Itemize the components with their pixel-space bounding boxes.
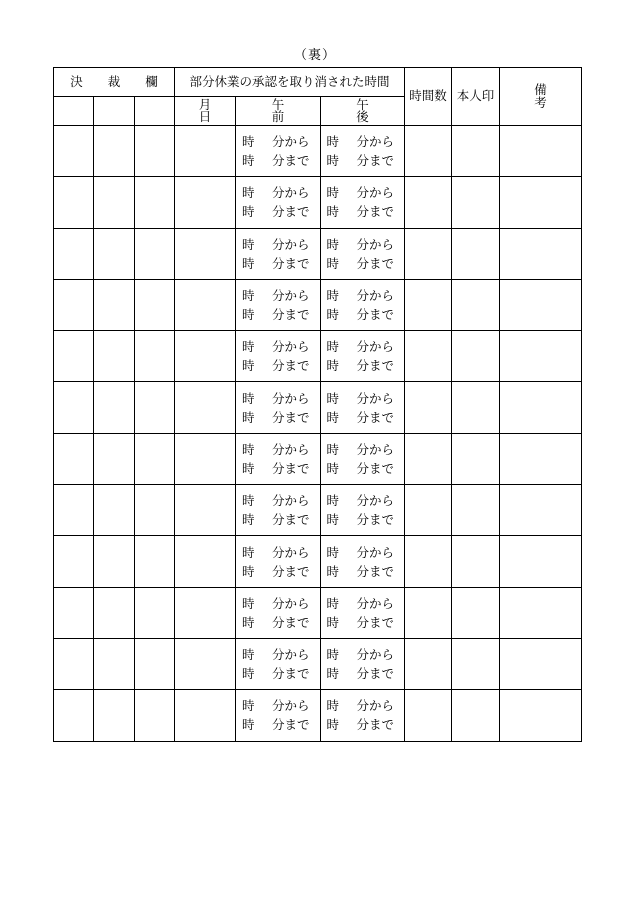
minutes-until-label: 分まで bbox=[272, 409, 310, 425]
month-day-cell[interactable] bbox=[175, 536, 236, 587]
remarks-cell[interactable] bbox=[500, 587, 582, 638]
minutes-until-label: 分まで bbox=[356, 563, 395, 579]
table-row bbox=[54, 177, 582, 228]
minutes-until-label: 分まで bbox=[356, 204, 395, 220]
minutes-from-label: 分から bbox=[356, 288, 395, 304]
approval-cell-1[interactable] bbox=[54, 690, 94, 741]
minutes-until-label: 分まで bbox=[272, 460, 310, 476]
hour-label: 時 bbox=[242, 153, 255, 169]
hour-label: 時 bbox=[242, 441, 255, 457]
minutes-until-label: 分まで bbox=[356, 614, 395, 630]
header-row-top bbox=[54, 68, 582, 97]
hour-label: 時 bbox=[242, 717, 255, 733]
approval-cell-3 bbox=[135, 97, 175, 126]
hour-label: 時 bbox=[326, 460, 340, 476]
minutes-until-label: 分まで bbox=[356, 409, 395, 425]
approval-cell-3[interactable] bbox=[135, 126, 175, 177]
month-day-cell[interactable] bbox=[175, 126, 236, 177]
approval-cell-1[interactable] bbox=[54, 177, 94, 228]
month-day-cell[interactable] bbox=[175, 485, 236, 536]
am-to-line bbox=[236, 613, 320, 632]
minutes-from-label: 分から bbox=[272, 647, 310, 663]
table-row bbox=[54, 638, 582, 689]
hour-label: 時 bbox=[326, 358, 340, 374]
am-to-line bbox=[236, 202, 320, 221]
approval-cell-1[interactable] bbox=[54, 382, 94, 433]
minutes-from-label: 分から bbox=[356, 441, 395, 457]
approval-cell-2[interactable] bbox=[94, 536, 135, 587]
minutes-from-label: 分から bbox=[272, 339, 310, 355]
hours-cell[interactable] bbox=[405, 331, 452, 382]
pm-to-line bbox=[321, 510, 404, 529]
approval-cell-2[interactable] bbox=[94, 126, 135, 177]
month-day-header: 月 日 bbox=[175, 97, 236, 126]
pm-to-line bbox=[321, 664, 404, 683]
pm-time-cell[interactable] bbox=[321, 382, 405, 433]
minutes-until-label: 分まで bbox=[356, 460, 395, 476]
pm-to-line bbox=[321, 356, 404, 375]
hour-label: 時 bbox=[242, 614, 255, 630]
approval-cell-2[interactable] bbox=[94, 177, 135, 228]
approval-cell-1 bbox=[54, 97, 94, 126]
hour-label: 時 bbox=[242, 185, 255, 201]
hour-label: 時 bbox=[326, 307, 340, 323]
am-to-line bbox=[236, 151, 320, 170]
am-time-cell[interactable] bbox=[236, 382, 321, 433]
hour-label: 時 bbox=[326, 563, 340, 579]
seal-cell[interactable] bbox=[452, 536, 500, 587]
pm-time-cell[interactable] bbox=[321, 485, 405, 536]
hours-cell[interactable] bbox=[405, 433, 452, 484]
hour-label: 時 bbox=[326, 441, 340, 457]
month-day-cell[interactable] bbox=[175, 433, 236, 484]
am-time-cell[interactable] bbox=[236, 433, 321, 484]
am-from-line bbox=[236, 337, 320, 356]
am-to-line bbox=[236, 510, 320, 529]
month-day-cell[interactable] bbox=[175, 228, 236, 279]
am-to-line bbox=[236, 254, 320, 273]
approval-cell-3[interactable] bbox=[135, 587, 175, 638]
hour-label: 時 bbox=[242, 460, 255, 476]
minutes-from-label: 分から bbox=[272, 390, 310, 406]
pm-time-cell[interactable] bbox=[321, 126, 405, 177]
hour-label: 時 bbox=[326, 512, 340, 528]
approval-cell-2[interactable] bbox=[94, 382, 135, 433]
approval-cell-1[interactable] bbox=[54, 126, 94, 177]
pm-from-line bbox=[321, 543, 404, 562]
pm-from-line bbox=[321, 594, 404, 613]
minutes-from-label: 分から bbox=[356, 493, 395, 509]
seal-cell[interactable] bbox=[452, 690, 500, 741]
remarks-cell[interactable] bbox=[500, 485, 582, 536]
hour-label: 時 bbox=[242, 563, 255, 579]
remarks-cell[interactable] bbox=[500, 279, 582, 330]
minutes-until-label: 分まで bbox=[272, 717, 310, 733]
hour-label: 時 bbox=[242, 544, 255, 560]
pm-from-line bbox=[321, 337, 404, 356]
seal-cell[interactable] bbox=[452, 177, 500, 228]
minutes-from-label: 分から bbox=[272, 698, 310, 714]
am-time-cell[interactable] bbox=[236, 279, 321, 330]
approval-cell-2[interactable] bbox=[94, 638, 135, 689]
pm-time-cell[interactable] bbox=[321, 690, 405, 741]
month-day-cell[interactable] bbox=[175, 638, 236, 689]
approval-cell-3[interactable] bbox=[135, 382, 175, 433]
minutes-until-label: 分まで bbox=[272, 666, 310, 682]
hour-label: 時 bbox=[242, 493, 255, 509]
remarks-cell[interactable] bbox=[500, 177, 582, 228]
pm-to-line bbox=[321, 613, 404, 632]
minutes-from-label: 分から bbox=[272, 493, 310, 509]
pm-to-line bbox=[321, 305, 404, 324]
approval-cell-2[interactable] bbox=[94, 331, 135, 382]
remarks-cell[interactable] bbox=[500, 433, 582, 484]
minutes-until-label: 分まで bbox=[356, 307, 395, 323]
am-to-line bbox=[236, 562, 320, 581]
hour-label: 時 bbox=[242, 595, 255, 611]
hour-label: 時 bbox=[242, 307, 255, 323]
minutes-from-label: 分から bbox=[356, 339, 395, 355]
approval-cell-1[interactable] bbox=[54, 638, 94, 689]
seal-header: 本人印 bbox=[452, 68, 500, 126]
approval-cell-1[interactable] bbox=[54, 536, 94, 587]
am-from-line bbox=[236, 543, 320, 562]
approval-cell-1[interactable] bbox=[54, 279, 94, 330]
approval-cell-2[interactable] bbox=[94, 279, 135, 330]
approval-cell-3[interactable] bbox=[135, 279, 175, 330]
minutes-until-label: 分まで bbox=[356, 358, 395, 374]
am-header: 午 前 bbox=[236, 97, 321, 126]
remarks-cell[interactable] bbox=[500, 228, 582, 279]
minutes-from-label: 分から bbox=[356, 236, 395, 252]
hour-label: 時 bbox=[326, 185, 340, 201]
am-from-line bbox=[236, 389, 320, 408]
pm-time-cell[interactable] bbox=[321, 177, 405, 228]
hour-label: 時 bbox=[326, 339, 340, 355]
hour-label: 時 bbox=[326, 153, 340, 169]
seal-cell[interactable] bbox=[452, 433, 500, 484]
hour-label: 時 bbox=[242, 204, 255, 220]
approval-cell-3[interactable] bbox=[135, 485, 175, 536]
hour-label: 時 bbox=[326, 409, 340, 425]
am-to-line bbox=[236, 459, 320, 478]
minutes-from-label: 分から bbox=[272, 441, 310, 457]
hour-label: 時 bbox=[242, 666, 255, 682]
approval-cell-1[interactable] bbox=[54, 587, 94, 638]
pm-from-line bbox=[321, 645, 404, 664]
hour-label: 時 bbox=[326, 390, 340, 406]
hours-cell[interactable] bbox=[405, 690, 452, 741]
pm-from-line bbox=[321, 286, 404, 305]
hours-cell[interactable] bbox=[405, 382, 452, 433]
approval-cell-2[interactable] bbox=[94, 228, 135, 279]
remarks-cell[interactable] bbox=[500, 382, 582, 433]
hours-cell[interactable] bbox=[405, 177, 452, 228]
am-from-line bbox=[236, 594, 320, 613]
page-title: （裏） bbox=[293, 48, 336, 63]
seal-cell[interactable] bbox=[452, 331, 500, 382]
table-row bbox=[54, 331, 582, 382]
hours-cell[interactable] bbox=[405, 587, 452, 638]
pm-from-line bbox=[321, 235, 404, 254]
hour-label: 時 bbox=[326, 666, 340, 682]
seal-cell[interactable] bbox=[452, 638, 500, 689]
month-day-cell[interactable] bbox=[175, 587, 236, 638]
hour-label: 時 bbox=[326, 288, 340, 304]
am-time-cell[interactable] bbox=[236, 126, 321, 177]
month-day-cell[interactable] bbox=[175, 331, 236, 382]
hour-label: 時 bbox=[242, 288, 255, 304]
minutes-from-label: 分から bbox=[272, 544, 310, 560]
approval-cell-2[interactable] bbox=[94, 485, 135, 536]
pm-time-cell[interactable] bbox=[321, 331, 405, 382]
hour-label: 時 bbox=[326, 647, 340, 663]
table-row bbox=[54, 433, 582, 484]
approval-cell-3[interactable] bbox=[135, 228, 175, 279]
seal-cell[interactable] bbox=[452, 587, 500, 638]
pm-time-cell[interactable] bbox=[321, 433, 405, 484]
pm-time-cell[interactable] bbox=[321, 638, 405, 689]
remarks-cell[interactable] bbox=[500, 690, 582, 741]
approval-cell-1[interactable] bbox=[54, 331, 94, 382]
minutes-until-label: 分まで bbox=[272, 255, 310, 271]
hour-label: 時 bbox=[242, 698, 255, 714]
am-to-line bbox=[236, 715, 320, 734]
am-from-line bbox=[236, 696, 320, 715]
minutes-from-label: 分から bbox=[272, 236, 310, 252]
remarks-cell[interactable] bbox=[500, 638, 582, 689]
pm-time-cell[interactable] bbox=[321, 536, 405, 587]
pm-from-line bbox=[321, 132, 404, 151]
hours-cell[interactable] bbox=[405, 279, 452, 330]
pm-to-line bbox=[321, 202, 404, 221]
hour-label: 時 bbox=[326, 204, 340, 220]
table-row bbox=[54, 485, 582, 536]
hours-cell[interactable] bbox=[405, 126, 452, 177]
partial-leave-cancellation-table bbox=[53, 67, 600, 742]
month-day-cell[interactable] bbox=[175, 279, 236, 330]
minutes-from-label: 分から bbox=[356, 595, 395, 611]
remarks-cell[interactable] bbox=[500, 331, 582, 382]
am-time-cell[interactable] bbox=[236, 587, 321, 638]
approval-cell-2[interactable] bbox=[94, 433, 135, 484]
pm-to-line bbox=[321, 459, 404, 478]
minutes-until-label: 分まで bbox=[272, 614, 310, 630]
minutes-until-label: 分まで bbox=[356, 666, 395, 682]
am-time-cell[interactable] bbox=[236, 536, 321, 587]
approval-cell-3[interactable] bbox=[135, 433, 175, 484]
approval-cell-2[interactable] bbox=[94, 587, 135, 638]
seal-cell[interactable] bbox=[452, 382, 500, 433]
table-row bbox=[54, 536, 582, 587]
minutes-from-label: 分から bbox=[356, 390, 395, 406]
am-to-line bbox=[236, 664, 320, 683]
pm-to-line bbox=[321, 562, 404, 581]
approval-cell-3[interactable] bbox=[135, 177, 175, 228]
minutes-until-label: 分まで bbox=[272, 563, 310, 579]
hour-label: 時 bbox=[242, 512, 255, 528]
table-row bbox=[54, 382, 582, 433]
hours-cell[interactable] bbox=[405, 485, 452, 536]
month-day-cell[interactable] bbox=[175, 382, 236, 433]
minutes-from-label: 分から bbox=[272, 185, 310, 201]
approval-cell-2 bbox=[94, 97, 135, 126]
pm-header: 午 後 bbox=[321, 97, 405, 126]
am-to-line bbox=[236, 408, 320, 427]
pm-from-line bbox=[321, 440, 404, 459]
pm-to-line bbox=[321, 715, 404, 734]
remarks-cell[interactable] bbox=[500, 536, 582, 587]
minutes-from-label: 分から bbox=[356, 647, 395, 663]
am-time-cell[interactable] bbox=[236, 177, 321, 228]
hour-label: 時 bbox=[242, 647, 255, 663]
pm-to-line bbox=[321, 151, 404, 170]
hour-label: 時 bbox=[242, 255, 255, 271]
seal-cell[interactable] bbox=[452, 228, 500, 279]
hour-label: 時 bbox=[326, 595, 340, 611]
minutes-until-label: 分まで bbox=[272, 204, 310, 220]
hour-label: 時 bbox=[326, 544, 340, 560]
minutes-from-label: 分から bbox=[356, 544, 395, 560]
minutes-from-label: 分から bbox=[356, 185, 395, 201]
am-time-cell[interactable] bbox=[236, 485, 321, 536]
month-day-cell[interactable] bbox=[175, 177, 236, 228]
hour-label: 時 bbox=[326, 236, 340, 252]
pm-from-line bbox=[321, 389, 404, 408]
am-to-line bbox=[236, 356, 320, 375]
minutes-from-label: 分から bbox=[272, 288, 310, 304]
am-to-line bbox=[236, 305, 320, 324]
am-from-line bbox=[236, 491, 320, 510]
seal-cell[interactable] bbox=[452, 485, 500, 536]
minutes-until-label: 分まで bbox=[356, 717, 395, 733]
am-from-line bbox=[236, 132, 320, 151]
am-time-cell[interactable] bbox=[236, 228, 321, 279]
am-from-line bbox=[236, 645, 320, 664]
approval-cell-3[interactable] bbox=[135, 331, 175, 382]
pm-from-line bbox=[321, 696, 404, 715]
approval-cell-3[interactable] bbox=[135, 638, 175, 689]
pm-from-line bbox=[321, 491, 404, 510]
minutes-until-label: 分まで bbox=[272, 358, 310, 374]
minutes-until-label: 分まで bbox=[356, 153, 395, 169]
hour-label: 時 bbox=[242, 134, 255, 150]
minutes-from-label: 分から bbox=[356, 698, 395, 714]
minutes-from-label: 分から bbox=[272, 595, 310, 611]
am-from-line bbox=[236, 235, 320, 254]
pm-time-cell[interactable] bbox=[321, 279, 405, 330]
am-time-cell[interactable] bbox=[236, 690, 321, 741]
pm-from-line bbox=[321, 183, 404, 202]
am-time-cell[interactable] bbox=[236, 331, 321, 382]
seal-cell[interactable] bbox=[452, 126, 500, 177]
am-time-cell[interactable] bbox=[236, 638, 321, 689]
hour-label: 時 bbox=[242, 236, 255, 252]
hours-cell[interactable] bbox=[405, 228, 452, 279]
month-day-cell[interactable] bbox=[175, 690, 236, 741]
cancelled-time-header: 部分休業の承認を取り消された時間 bbox=[175, 68, 405, 97]
hour-label: 時 bbox=[242, 390, 255, 406]
table-row bbox=[54, 228, 582, 279]
approval-cell-1[interactable] bbox=[54, 433, 94, 484]
hour-label: 時 bbox=[326, 614, 340, 630]
approval-column-header: 決 裁 欄 bbox=[54, 68, 175, 97]
minutes-from-label: 分から bbox=[356, 134, 395, 150]
hour-label: 時 bbox=[326, 255, 340, 271]
seal-cell[interactable] bbox=[452, 279, 500, 330]
approval-cell-3[interactable] bbox=[135, 690, 175, 741]
table-row bbox=[54, 279, 582, 330]
remarks-cell[interactable] bbox=[500, 126, 582, 177]
hours-cell[interactable] bbox=[405, 638, 452, 689]
pm-to-line bbox=[321, 408, 404, 427]
approval-cell-1[interactable] bbox=[54, 228, 94, 279]
minutes-from-label: 分から bbox=[272, 134, 310, 150]
table-row bbox=[54, 690, 582, 741]
am-from-line bbox=[236, 440, 320, 459]
hour-label: 時 bbox=[326, 493, 340, 509]
minutes-until-label: 分まで bbox=[272, 153, 310, 169]
pm-time-cell[interactable] bbox=[321, 587, 405, 638]
minutes-until-label: 分まで bbox=[356, 255, 395, 271]
approval-cell-1[interactable] bbox=[54, 485, 94, 536]
minutes-until-label: 分まで bbox=[272, 512, 310, 528]
am-from-line bbox=[236, 286, 320, 305]
am-from-line bbox=[236, 183, 320, 202]
hours-cell[interactable] bbox=[405, 536, 452, 587]
hour-label: 時 bbox=[242, 409, 255, 425]
hours-header: 時間数 bbox=[405, 68, 452, 126]
pm-to-line bbox=[321, 254, 404, 273]
remarks-header: 備 考 bbox=[500, 68, 582, 126]
hour-label: 時 bbox=[326, 698, 340, 714]
minutes-until-label: 分まで bbox=[272, 307, 310, 323]
hour-label: 時 bbox=[326, 134, 340, 150]
table-row bbox=[54, 587, 582, 638]
pm-time-cell[interactable] bbox=[321, 228, 405, 279]
hour-label: 時 bbox=[242, 339, 255, 355]
approval-cell-2[interactable] bbox=[94, 690, 135, 741]
approval-cell-3[interactable] bbox=[135, 536, 175, 587]
hour-label: 時 bbox=[326, 717, 340, 733]
table-row bbox=[54, 126, 582, 177]
hour-label: 時 bbox=[242, 358, 255, 374]
minutes-until-label: 分まで bbox=[356, 512, 395, 528]
